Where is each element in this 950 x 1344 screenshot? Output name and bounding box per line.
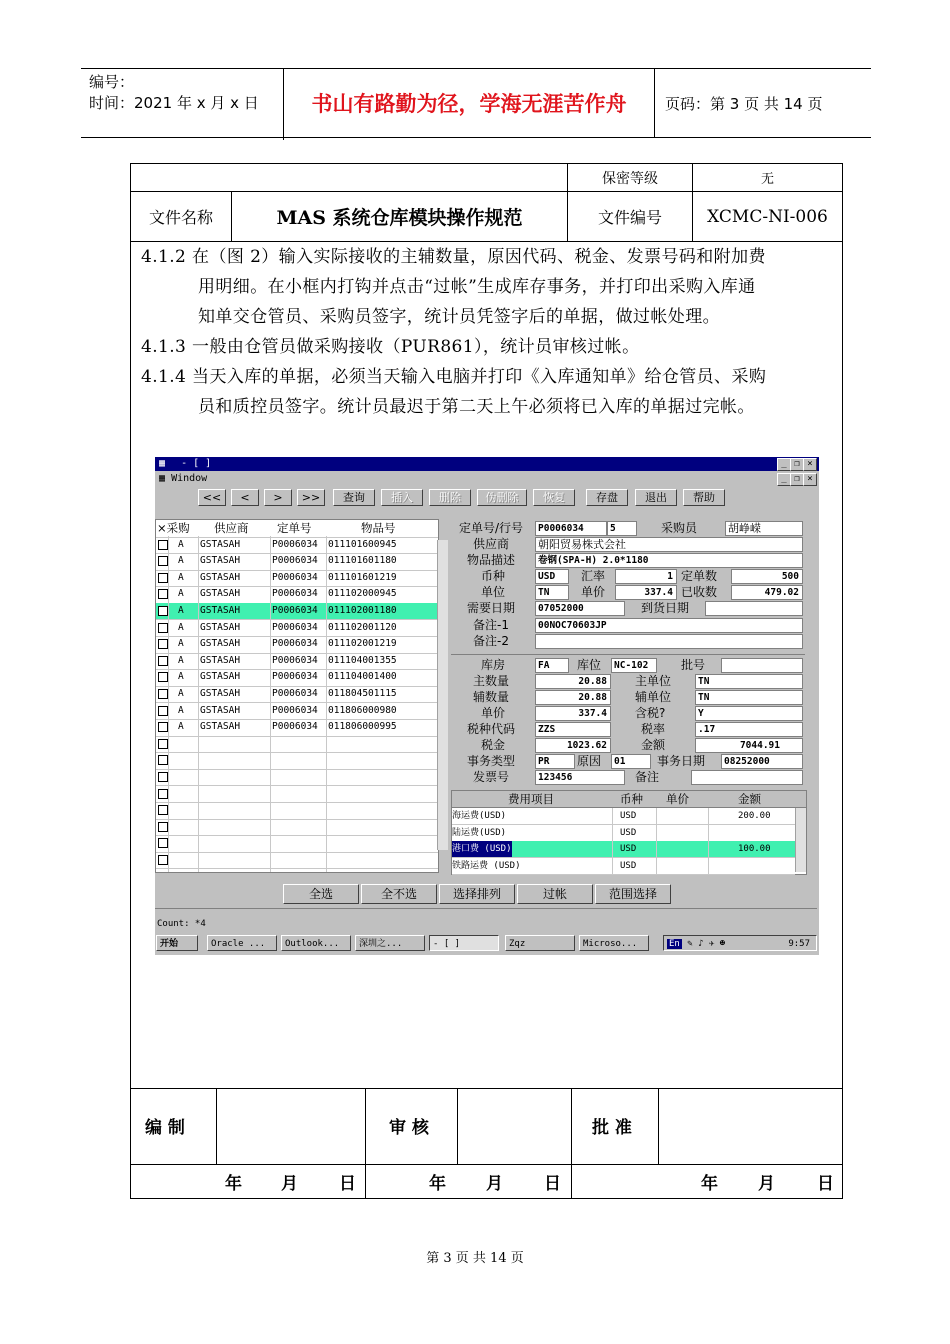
invoice-field[interactable]: 123456	[535, 770, 625, 785]
window-menu-icon: ▦	[159, 473, 166, 484]
select-none-button[interactable]: 全不选	[361, 884, 437, 904]
col-header[interactable]: 物品号	[361, 521, 396, 535]
tax-code-label: 税种代码	[467, 722, 516, 736]
row-checkbox[interactable]	[158, 540, 168, 550]
note2-field[interactable]	[535, 634, 803, 649]
tray-icons: ✎ ♪ ✈ ☻	[687, 939, 726, 949]
table-cell: P0006034	[272, 538, 318, 550]
warehouse-label: 库房	[481, 658, 506, 672]
remark-field[interactable]	[691, 770, 803, 785]
table-cell: A	[178, 588, 184, 600]
fee-col-header: 费用项目	[508, 792, 554, 806]
app-title: - [ ]	[181, 458, 212, 469]
doc-number-value: XCMC-NI-006	[707, 206, 828, 227]
col-header[interactable]: 定单号	[277, 521, 312, 535]
detail-form	[451, 519, 805, 871]
paragraph-line: 4.1.4 当天入库的单据，必须当天输入电脑并打印《入库通知单》给仓管员、采购	[141, 367, 767, 387]
close-icon[interactable]: ×	[803, 458, 817, 471]
doc-name-label: 文件名称	[148, 208, 213, 227]
table-cell: 011804501115	[328, 687, 397, 699]
tax-rate-label: 税率	[641, 722, 666, 736]
fee-cell: USD	[620, 811, 637, 821]
header-motto: 书山有路勤为径，学海无涯苦作舟	[284, 69, 655, 137]
task-shenzhen[interactable]: 深圳之...	[355, 935, 425, 951]
minimize-icon[interactable]: _	[777, 473, 791, 486]
minimize-icon[interactable]: _	[777, 458, 791, 471]
buyer-label: 采购员	[661, 521, 698, 535]
buyer-field[interactable]: 胡峥嵘	[725, 521, 803, 536]
table-cell: GSTASAH	[200, 638, 241, 650]
main-unit-field[interactable]: TN	[695, 674, 803, 689]
table-cell: P0006034	[272, 604, 318, 616]
table-cell: GSTASAH	[200, 571, 241, 583]
order-field[interactable]: P0006034	[535, 521, 607, 536]
fee-cell: 200.00	[738, 811, 771, 821]
table-cell: P0006034	[272, 555, 318, 567]
task-word[interactable]: Microso...	[579, 935, 649, 951]
task-zqz[interactable]: Zqz	[505, 935, 575, 951]
supplier-label: 供应商	[473, 537, 510, 551]
order-label: 定单号/行号	[459, 521, 524, 535]
page-header	[81, 68, 871, 138]
table-cell: GSTASAH	[200, 604, 241, 616]
sign-approve-label: 批 准	[592, 1118, 632, 1138]
table-cell: A	[178, 704, 184, 716]
header-code: 编号：	[89, 73, 135, 91]
fee-table	[451, 790, 807, 875]
post-button[interactable]: 过帐	[517, 884, 593, 904]
fee-scrollbar[interactable]	[795, 808, 806, 872]
row-checkbox[interactable]	[158, 689, 168, 699]
row-checkbox[interactable]	[158, 706, 168, 716]
grid-scrollbar[interactable]	[437, 540, 448, 850]
fee-col-header: 单价	[666, 792, 689, 806]
system-tray	[663, 935, 817, 951]
row-checkbox[interactable]	[158, 623, 168, 633]
arrive-date-field[interactable]	[705, 601, 803, 616]
fee-row[interactable]	[452, 808, 795, 825]
table-cell: A	[178, 538, 184, 550]
tx-type-field[interactable]: PR	[535, 754, 575, 769]
date-day: 日	[339, 1174, 356, 1194]
warehouse-field[interactable]: FA	[535, 658, 569, 673]
restore-button[interactable]: 恢复	[533, 489, 575, 506]
row-checkbox[interactable]	[158, 838, 168, 848]
rate-label: 汇率	[581, 569, 606, 583]
paragraph-line: 知单交仓管员、采购员签字，统计员凭签字后的单据，做过帐处理。	[198, 307, 720, 327]
app-titlebar	[155, 457, 819, 471]
received-label: 已收数	[681, 585, 718, 599]
window-menu[interactable]: Window	[171, 473, 208, 484]
tx-date-label: 事务日期	[657, 754, 706, 768]
table-cell: GSTASAH	[200, 704, 241, 716]
exit-button[interactable]: 退出	[635, 489, 677, 506]
page-footer: 第 3 页 共 14 页	[426, 1251, 524, 1266]
ime-indicator[interactable]: En	[669, 939, 680, 949]
main-qty-field[interactable]: 20.88	[535, 674, 611, 689]
fee-col-header: 币种	[620, 792, 643, 806]
row-checkbox[interactable]	[158, 739, 168, 749]
query-button[interactable]: 查询	[333, 489, 375, 506]
row-checkbox[interactable]	[158, 573, 168, 583]
table-cell: 011102000945	[328, 588, 397, 600]
table-cell: P0006034	[272, 671, 318, 683]
row-checkbox[interactable]	[158, 855, 168, 865]
table-cell: 011102001180	[328, 604, 397, 616]
tax-code-field[interactable]: ZZS	[535, 722, 611, 737]
table-cell: 011806000995	[328, 721, 397, 733]
header-time: 时间：2021 年 x 月 x 日	[89, 94, 259, 112]
table-cell: P0006034	[272, 654, 318, 666]
start-button[interactable]: 开始	[156, 935, 198, 951]
task-oracle[interactable]: Oracle ...	[207, 935, 277, 951]
table-cell: GSTASAH	[200, 621, 241, 633]
desc-field[interactable]: 卷钢(SPA-H) 2.0*1180	[535, 553, 803, 568]
table-cell: A	[178, 571, 184, 583]
sort-selection-button[interactable]: 选择排列	[439, 884, 515, 904]
clock: 9:57	[788, 939, 810, 949]
price-label: 单价	[581, 585, 606, 599]
aux-unit-field[interactable]: TN	[695, 690, 803, 705]
table-cell: P0006034	[272, 638, 318, 650]
table-cell: GSTASAH	[200, 555, 241, 567]
row-checkbox[interactable]	[158, 822, 168, 832]
fee-cell: USD	[620, 844, 637, 854]
note1-label: 备注-1	[473, 618, 509, 632]
amount-field[interactable]: 7044.91	[695, 738, 803, 753]
date-month: 月	[486, 1174, 503, 1194]
date-month: 月	[281, 1174, 298, 1194]
tx-date-field[interactable]: 08252000	[721, 754, 803, 769]
note1-field[interactable]: 00NOC70603JP	[535, 618, 803, 633]
delete-button[interactable]: 删除	[429, 489, 471, 506]
tax-included-label: 含税?	[635, 706, 666, 720]
unit-label: 单位	[481, 585, 506, 599]
location-field[interactable]: NC-102	[611, 658, 657, 673]
table-cell: 011104001400	[328, 671, 397, 683]
row-checkbox[interactable]	[158, 639, 168, 649]
row-checkbox[interactable]	[158, 589, 168, 599]
sign-compile-label: 编 制	[145, 1118, 185, 1138]
table-cell: 011102001219	[328, 638, 397, 650]
date-year: 年	[429, 1174, 446, 1194]
row-checkbox[interactable]	[158, 672, 168, 682]
price-field[interactable]: 337.4	[615, 585, 677, 600]
tax-label: 税金	[481, 738, 506, 752]
grid-header	[156, 520, 438, 538]
secrecy-label: 保密等级	[602, 170, 658, 187]
need-date-field[interactable]: 07052000	[535, 601, 625, 616]
restore-icon[interactable]: ❐	[790, 458, 804, 471]
received-field[interactable]: 479.02	[731, 585, 803, 600]
table-cell: GSTASAH	[200, 671, 241, 683]
next-record-button[interactable]: >	[264, 489, 292, 506]
app-icon: ▦	[159, 458, 166, 469]
range-select-button[interactable]: 范围选择	[595, 884, 671, 904]
table-cell: P0006034	[272, 687, 318, 699]
doc-name-value: MAS 系统仓库模块操作规范	[276, 207, 523, 229]
table-cell: P0006034	[272, 704, 318, 716]
fee-row[interactable]	[452, 825, 795, 842]
supplier-field[interactable]: 朝阳贸易株式会社	[535, 537, 803, 552]
aux-qty-label: 辅数量	[473, 690, 510, 704]
header-page: 页码：第 3 页 共 14 页	[665, 94, 823, 113]
secrecy-value: 无	[760, 172, 774, 187]
table-cell: GSTASAH	[200, 721, 241, 733]
fee-cell: 港口费 (USD)	[452, 841, 512, 857]
unit-price-field[interactable]: 337.4	[535, 706, 611, 721]
main-unit-label: 主单位	[635, 674, 672, 688]
app-screenshot	[155, 457, 819, 955]
row-checkbox[interactable]	[158, 805, 168, 815]
col-header[interactable]: ×采购	[157, 521, 190, 535]
doc-number-label: 文件编号	[597, 208, 662, 227]
currency-field[interactable]: USD	[535, 569, 569, 584]
arrive-date-label: 到货日期	[641, 601, 690, 615]
table-cell: A	[178, 654, 184, 666]
last-record-button[interactable]: >>	[297, 489, 325, 506]
unit-field[interactable]: TN	[535, 585, 569, 600]
fee-col-header: 金额	[738, 792, 761, 806]
sign-review-label: 审 核	[389, 1118, 429, 1138]
aux-qty-field[interactable]: 20.88	[535, 690, 611, 705]
table-cell: 011101601180	[328, 555, 397, 567]
fee-cell: USD	[620, 860, 637, 871]
date-month: 月	[758, 1174, 775, 1194]
fee-cell: 陆运费(USD)	[452, 827, 507, 838]
lot-field[interactable]	[721, 658, 803, 673]
task-current[interactable]: - [ ]	[429, 935, 499, 951]
table-cell: GSTASAH	[200, 588, 241, 600]
first-record-button[interactable]: <<	[198, 489, 226, 506]
aux-unit-label: 辅单位	[635, 690, 672, 704]
status-count: Count: *4	[157, 919, 206, 929]
table-cell: 011101600945	[328, 538, 397, 550]
close-icon[interactable]: ×	[803, 473, 817, 486]
paragraph-line: 4.1.2 在（图 2）输入实际接收的主辅数量，原因代码、税金、发票号码和附加费	[141, 247, 766, 267]
row-checkbox[interactable]	[158, 556, 168, 566]
need-date-label: 需要日期	[467, 601, 516, 615]
invoice-label: 发票号	[473, 770, 510, 784]
row-checkbox[interactable]	[158, 606, 168, 616]
row-checkbox[interactable]	[158, 772, 168, 782]
insert-button[interactable]: 插入	[381, 489, 423, 506]
remark-label: 备注	[635, 770, 660, 784]
paragraph-line: 用明细。在小框内打钩并点击“过帐”生成库存事务，并打印出采购入库通	[198, 277, 756, 297]
date-year: 年	[225, 1174, 242, 1194]
tx-type-label: 事务类型	[467, 754, 516, 768]
table-cell: A	[178, 638, 184, 650]
line-field[interactable]: 5	[607, 521, 637, 536]
record-grid	[155, 519, 439, 873]
table-cell: GSTASAH	[200, 687, 241, 699]
help-button[interactable]: 帮助	[683, 489, 725, 506]
table-cell: A	[178, 671, 184, 683]
reason-field[interactable]: 01	[611, 754, 651, 769]
row-checkbox[interactable]	[158, 656, 168, 666]
table-cell: A	[178, 721, 184, 733]
location-label: 库位	[577, 658, 602, 672]
date-day: 日	[817, 1174, 834, 1194]
tax-field[interactable]: 1023.62	[535, 738, 611, 753]
tax-rate-field[interactable]: .17	[695, 722, 803, 737]
unit-price-label: 单价	[481, 706, 506, 720]
table-cell: A	[178, 687, 184, 699]
reason-label: 原因	[577, 754, 602, 768]
table-cell: A	[178, 555, 184, 567]
table-cell: P0006034	[272, 588, 318, 600]
table-cell: 011104001355	[328, 654, 397, 666]
ordqty-label: 定单数	[681, 569, 718, 583]
table-cell: P0006034	[272, 621, 318, 633]
soft-delete-button[interactable]: 伪删除	[477, 489, 527, 506]
paragraph-line: 4.1.3 一般由仓管员做采购接收（PUR861），统计员审核过帐。	[141, 337, 640, 357]
table-cell: P0006034	[272, 571, 318, 583]
task-outlook[interactable]: Outlook...	[281, 935, 351, 951]
currency-label: 币种	[481, 569, 506, 583]
restore-icon[interactable]: ❐	[790, 473, 804, 486]
fee-cell: 铁路运费 (USD)	[452, 860, 521, 871]
header-meta	[81, 69, 284, 140]
table-cell: A	[178, 604, 184, 616]
table-cell: 011101601219	[328, 571, 397, 583]
fee-cell: USD	[620, 827, 637, 838]
date-year: 年	[701, 1174, 718, 1194]
select-all-button[interactable]: 全选	[283, 884, 359, 904]
date-day: 日	[544, 1174, 561, 1194]
fee-cell: 海运费(USD)	[452, 811, 507, 821]
tax-included-field[interactable]: Y	[695, 706, 803, 721]
fee-row[interactable]	[452, 841, 795, 858]
table-cell: GSTASAH	[200, 538, 241, 550]
row-checkbox[interactable]	[158, 789, 168, 799]
rate-field[interactable]: 1	[615, 569, 677, 584]
table-cell: 011102001120	[328, 621, 397, 633]
table-cell: 011806000980	[328, 704, 397, 716]
paragraph-line: 员和质控员签字。统计员最迟于第二天上午必须将已入库的单据过完帐。	[198, 397, 755, 417]
table-cell: P0006034	[272, 721, 318, 733]
table-cell: GSTASAH	[200, 654, 241, 666]
desc-label: 物品描述	[467, 553, 516, 567]
prev-record-button[interactable]: <	[231, 489, 259, 506]
note2-label: 备注-2	[473, 634, 509, 648]
row-checkbox[interactable]	[158, 722, 168, 732]
table-cell: A	[178, 621, 184, 633]
fee-cell: 100.00	[738, 844, 771, 854]
save-button[interactable]: 存盘	[586, 489, 628, 506]
ordqty-field[interactable]: 500	[731, 569, 803, 584]
fee-row[interactable]	[452, 858, 795, 875]
amount-label: 金额	[641, 738, 666, 752]
col-header[interactable]: 供应商	[214, 521, 249, 535]
main-qty-label: 主数量	[473, 674, 510, 688]
row-checkbox[interactable]	[158, 755, 168, 765]
lot-label: 批号	[681, 658, 706, 672]
fee-header	[452, 791, 806, 808]
